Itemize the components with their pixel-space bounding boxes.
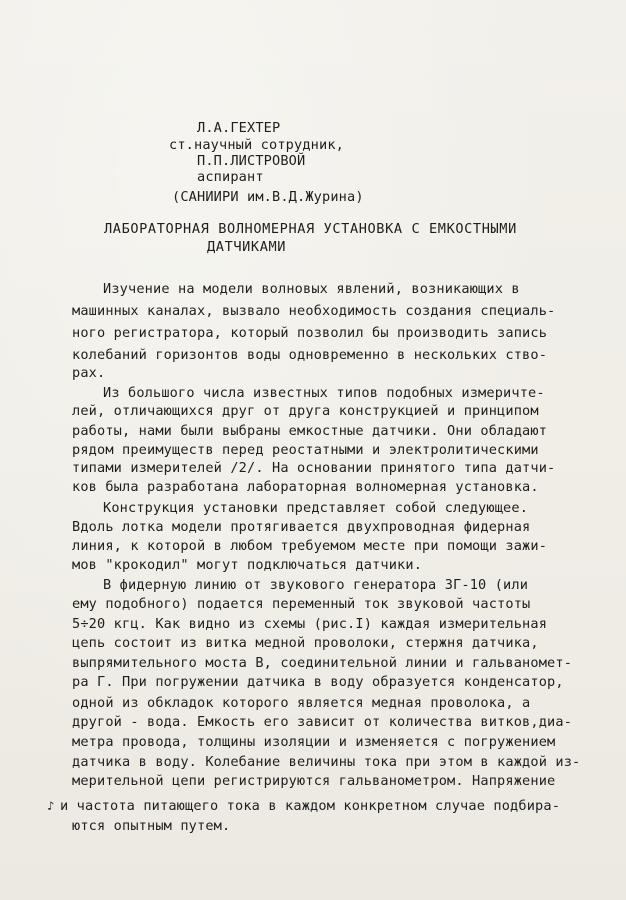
body-line: линия, к которой в любом требуемом месте при помощи зажи- <box>72 538 548 554</box>
author-1-name: Л.А.ГЕХТЕР <box>197 120 281 136</box>
body-line: ются опытным путем. <box>72 818 231 834</box>
affiliation: (САНИИРИ им.В.Д.Журина) <box>172 189 364 205</box>
author-1-role: ст.научный сотрудник, <box>169 137 345 153</box>
body-line: Вдоль лотка модели протягивается двухпроводная фидерная <box>72 519 531 535</box>
title-line-2: ДАТЧИКАМИ <box>207 239 287 255</box>
body-line: мов "крокодил" могут подключаться датчики. <box>72 557 423 573</box>
body-line: В фидерную линию от звукового генератора ЗГ-10 (или <box>103 577 529 593</box>
body-line: ему подобного) подается переменный ток звуковой частоты <box>72 596 531 612</box>
body-line: рах. <box>72 365 106 381</box>
body-line: и частота питающего тока в каждом конкретном случае подбира- <box>60 798 561 814</box>
body-line: лей, отличающихся друг от друга конструкцией и принципом <box>72 403 539 419</box>
body-line: датчика в воду. Колебание величины тока при этом в каждой из- <box>72 754 581 770</box>
body-line: ков была разработана лабораторная волномерная установка. <box>72 479 539 495</box>
body-line: выпрямительного моста В, соединительной линии и гальваномет- <box>72 655 573 671</box>
margin-mark: ♪ <box>47 799 55 813</box>
body-line: другой - вода. Емкость его зависит от количества витков,диа- <box>72 714 573 730</box>
body-line: одной из обкладок которого является медная проволока, а <box>72 695 531 711</box>
body-line: работы, нами были выбраны емкостные датчики. Они обладают <box>72 423 548 439</box>
body-line: ра Г. При погружении датчика в воду образуется конденсатор, <box>72 674 564 690</box>
title-line-1: ЛАБОРАТОРНАЯ ВОЛНОМЕРНАЯ УСТАНОВКА С ЕМКОСТНЫМИ <box>104 221 517 237</box>
body-line: рядом преимуществ перед реостатными и электролитическими <box>72 442 539 458</box>
body-line: Конструкция установки представляет собой следующее. <box>103 500 529 516</box>
body-line: колебаний горизонтов воды одновременно в нескольких ство- <box>72 347 548 363</box>
body-line: цепь состоит из витка медной проволоки, стержня датчика, <box>72 635 539 651</box>
body-line: метра провода, толщины изоляции и изменяется с погружением <box>72 734 556 750</box>
body-line: Из большого числа известных типов подобных измеричте- <box>103 385 545 401</box>
body-line: 5÷20 кгц. Как видно из схемы (рис.I) каждая измерительная <box>72 616 548 632</box>
body-line: машинных каналах, вызвало необходимость создания специаль- <box>72 303 556 319</box>
body-line: ного регистратора, который позволил бы производить запись <box>72 325 548 341</box>
body-line: мерительной цепи регистрируются гальванометром. Напряжение <box>72 773 556 789</box>
author-2-role: аспирант <box>197 169 264 185</box>
body-line: типами измерителей /2/. На основании принятого типа датчи- <box>72 460 556 476</box>
author-2-name: П.П.ЛИСТРОВОЙ <box>197 153 306 169</box>
body-line: Изучение на модели волновых явлений, возникающих в <box>103 281 520 297</box>
